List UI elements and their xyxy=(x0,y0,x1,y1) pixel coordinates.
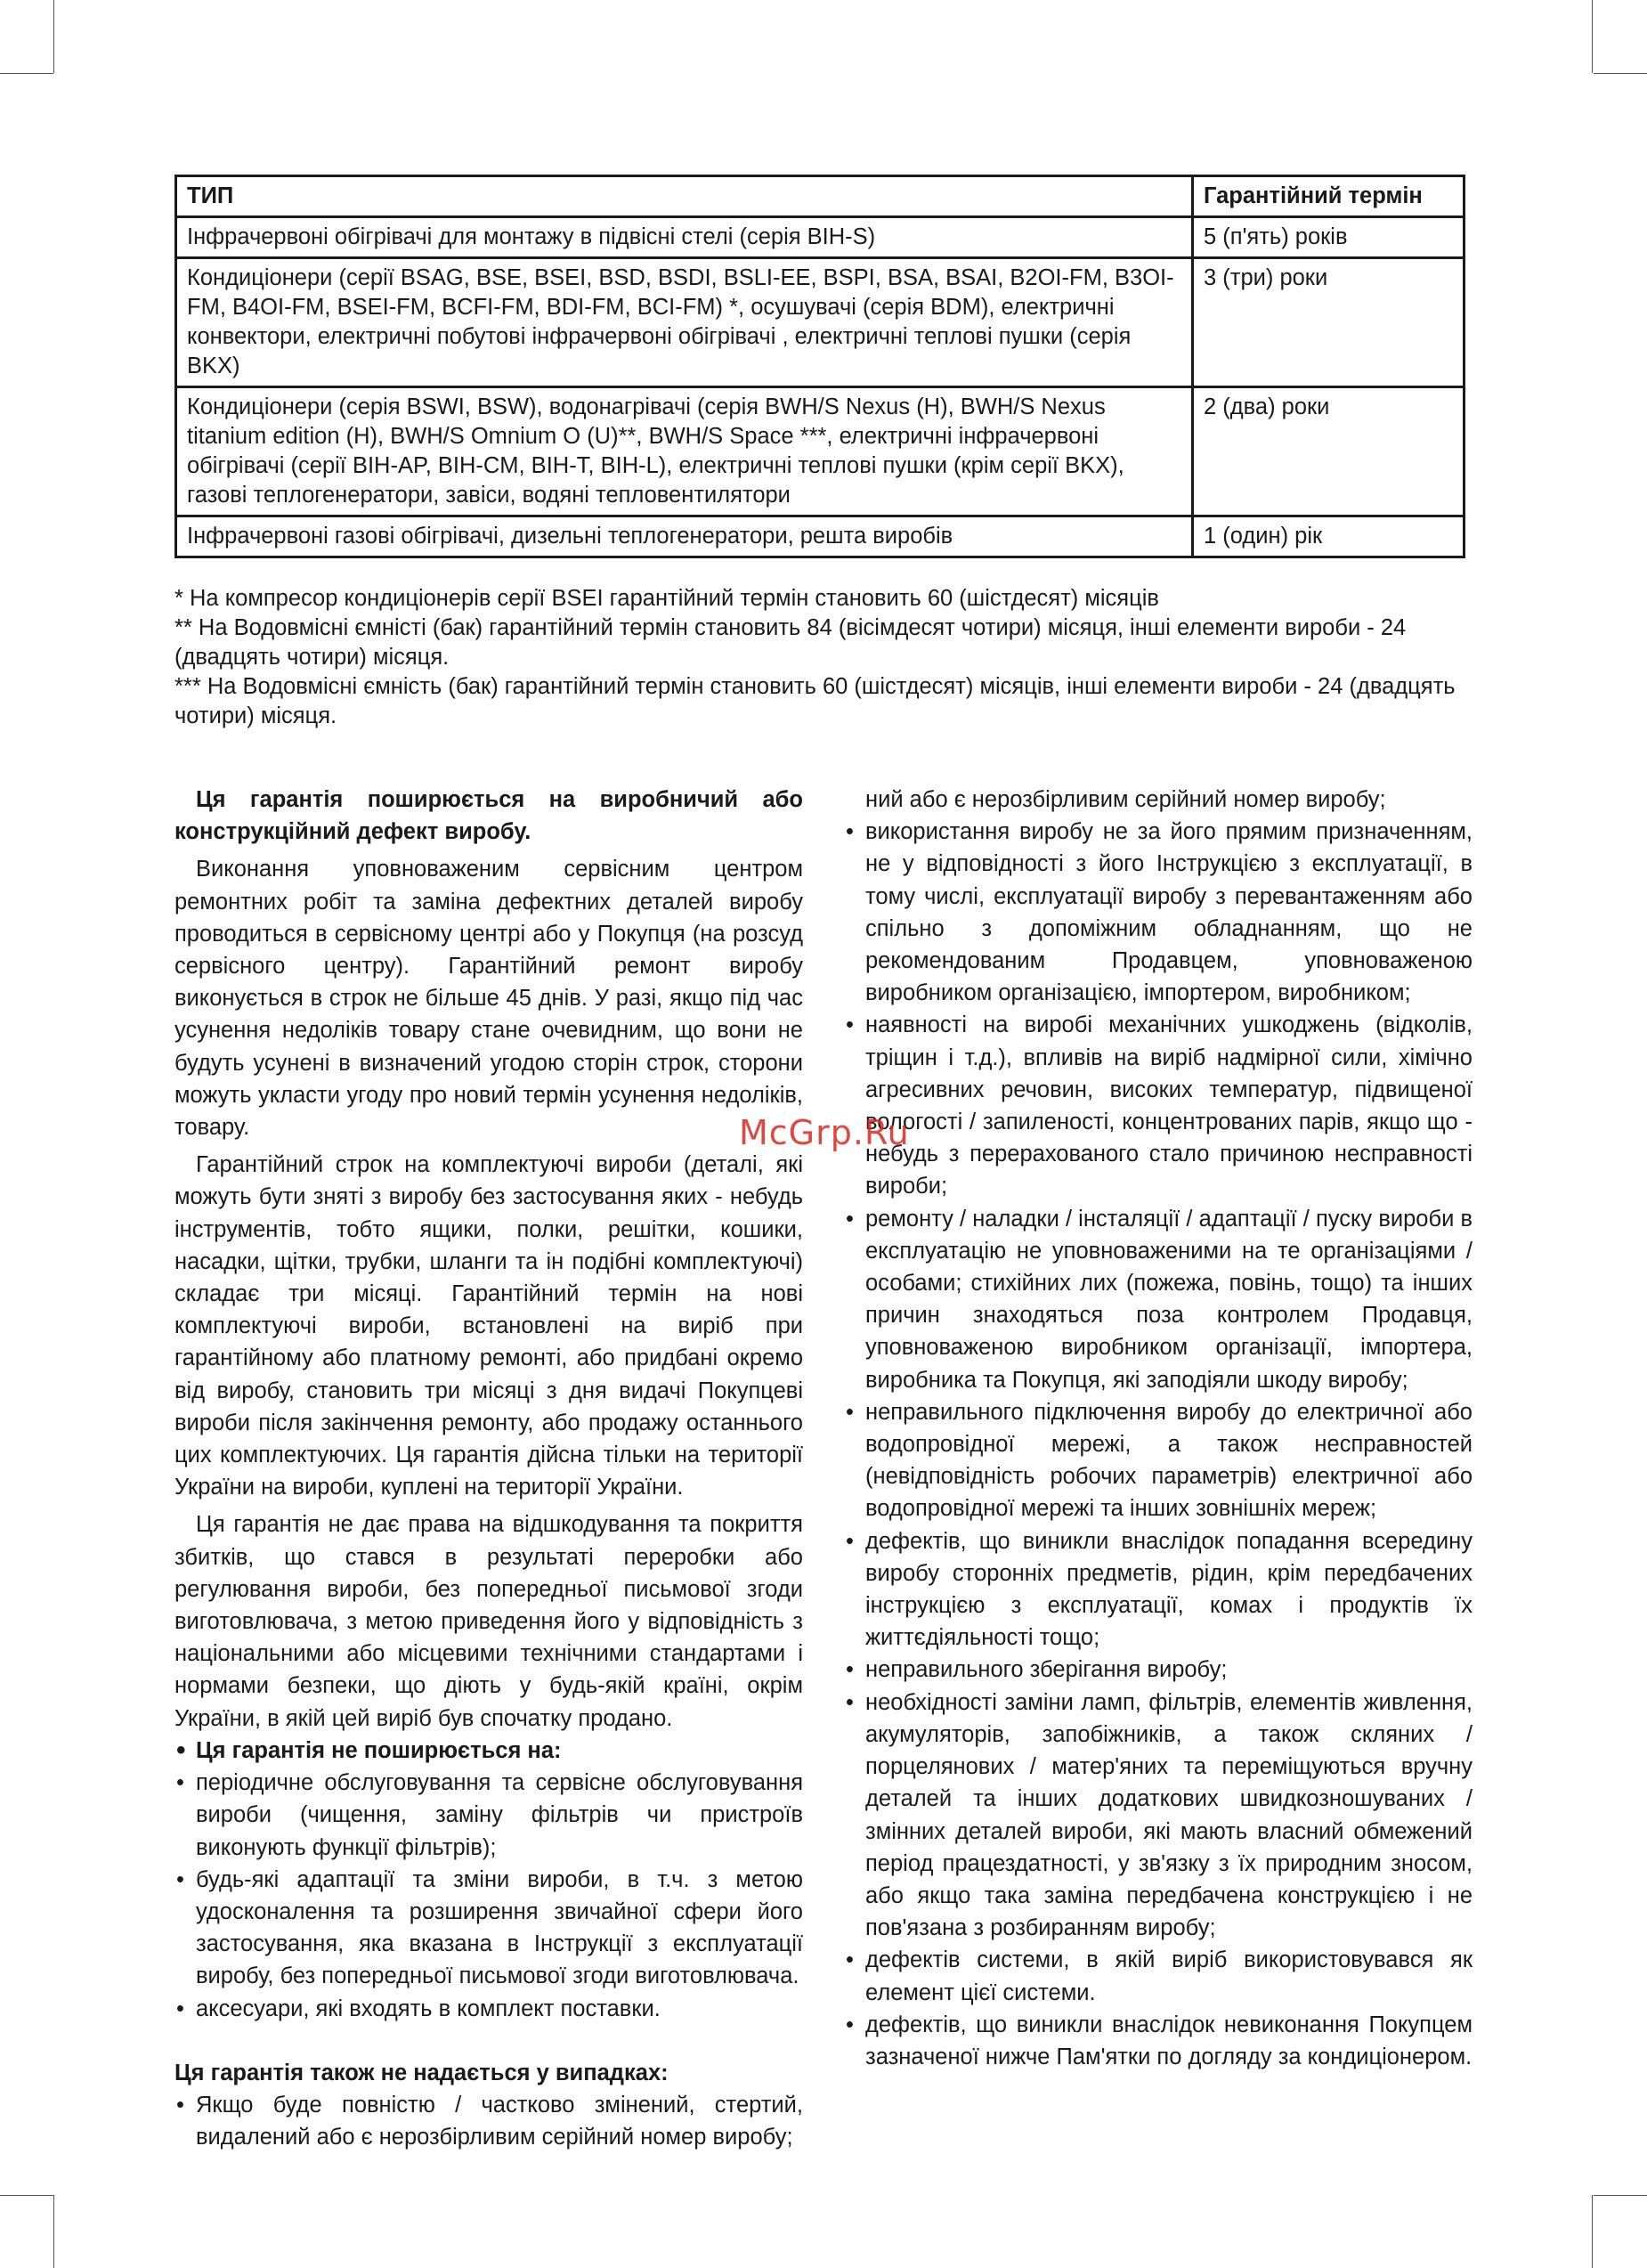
paragraph: Ця гарантія не дає права на відшкодування та покриття збитків, що стався в результаті переробки або регулювання вироби, без попередньої письмової згоди виготовлювача, з метою приведення його у відповідність з національними або місцевими технічними стандартами і нормами безпеки, що діють у будь-якій країні, окрім України, в якій цей виріб був спочатку продано. xyxy=(174,1512,803,1731)
crop-mark xyxy=(1594,73,1647,74)
list-item: • дефектів, що виникли внаслідок невиконання Покупцем зазначеної нижче Пам'ятки по догляду за кондиціонером. xyxy=(844,2009,1473,2073)
cases-first-item: • Якщо буде повністю / частково змінений, стертий, видалений або є нерозбірливим серійний номер виробу; xyxy=(196,2092,803,2150)
table-row xyxy=(176,516,1464,557)
crop-mark xyxy=(1592,2195,1593,2268)
row-term: 2 (два) роки xyxy=(1193,387,1464,516)
footnotes xyxy=(174,584,1465,731)
not-covered-heading: • Ця гарантія не поширюється на: xyxy=(174,1735,803,1767)
row-type: Кондиціонери (серії BSAG, BSE, BSEI, BSD, BSDI, BSLI-EE, BSPI, BSA, BSAI, B2OI-FM, B3OI-FM, B4OI-FM, BSEI-FM, BCFI-FM, BDI-FM, BCI-FM) *, осушувачі (серія BDM), електричні конвектори, електричні побутові інфрачервоні обігрівачі , електричні теплові пушки (серія BKX) xyxy=(176,258,1193,387)
warranty-table xyxy=(174,175,1465,558)
list-item: • періодичне обслуговування та сервісне обслуговування вироби (чищення, заміну фільтрів чи пристроїв виконують функції фільтрів); xyxy=(174,1767,803,1864)
watermark: McGrp.Ru xyxy=(739,1113,910,1152)
paragraph: Гарантійний строк на комплектуючі вироби (деталі, які можуть бути зняті з виробу без застосування яких - небудь інструментів, тобто ящики, полки, решітки, кошики, насадки, щітки, трубки, шланги та ін подібні комплектуючі) складає три місяці. Гарантійний термін на нові комплектуючі вироби, встановлені на виріб при гарантійному або платному ремонті, або придбані окремо від виробу, становить три місяці з дня видачі Покупцеві вироби після закінчення ремонту, або продажу останнього цих комплектуючих. Ця гарантія дійсна тільки на території України на вироби, куплені на території України. xyxy=(174,1152,803,1500)
intro-heading: Ця гарантія поширюється на виробничий або конструкційний дефект виробу. xyxy=(174,787,803,845)
list-item: • наявності на виробі механічних ушкоджень (відколів, тріщин і т.д.), впливів на виріб надмірної сили, хімічно агресивних речовин, високих температур, підвищеної вологості / запиленості, концентрованих парів, якщо що - небудь з перерахованого стало причиною несправності вироби; xyxy=(844,1009,1473,1202)
row-term: 5 (п'ять) років xyxy=(1193,217,1464,258)
footnote: ** На Водовмісні ємністі (бак) гарантійний термін становить 84 (вісімдесят чотири) місяця, інші елементи вироби - 24 (двадцять чотири) місяця. xyxy=(174,615,1407,670)
list-item: • необхідності заміни ламп, фільтрів, елементів живлення, акумуляторів, запобіжників, а також скляних / порцелянових / матер'яних та переміщуються вручну деталей та інших додаткових швидкозношуваних / змінних деталей вироби, які мають власний обмежений період працездатності, у зв'язку з їх природним зносом, або якщо така заміна передбачена конструкцією і не пов'язана з розбиранням виробу; xyxy=(844,1687,1473,1945)
footnote: * На компресор кондиціонерів серії BSEI гарантійний термін становить 60 (шістдесят) місяців xyxy=(174,586,1159,611)
crop-mark xyxy=(0,2195,53,2196)
row-type: Інфрачервоні газові обігрівачі, дизельні теплогенератори, решта виробів xyxy=(176,516,1193,557)
crop-mark xyxy=(0,73,53,74)
header-term: Гарантійний термін xyxy=(1193,176,1464,217)
table-header-row xyxy=(176,176,1464,217)
list-item: • дефектів системи, в якій виріб використовувався як елемент цієї системи. xyxy=(844,1944,1473,2008)
list-item: • неправильного підключення виробу до електричної або водопровідної мережі, а також несправностей (невідповідність робочих параметрів) електричної або водопровідної мережі та інших зовнішніх мереж; xyxy=(844,1396,1473,1525)
header-type: ТИП xyxy=(176,176,1193,217)
crop-mark xyxy=(53,2195,54,2268)
table-row xyxy=(176,217,1464,258)
list-item: • дефектів, що виникли внаслідок попадання всередину виробу сторонніх предметів, рідин, крім передбачених інструкцією з експлуатації, комах і продуктів їх життєдіяльності тощо; xyxy=(844,1525,1473,1654)
crop-mark xyxy=(53,0,54,73)
row-term: 3 (три) роки xyxy=(1193,258,1464,387)
cases-heading: Ця гарантія також не надається у випадках: xyxy=(174,2060,669,2085)
cases-list xyxy=(844,816,1473,2073)
list-item: • неправильного зберігання виробу; xyxy=(844,1654,1473,1686)
list-item: • аксесуари, які входять в комплект поставки. xyxy=(174,1993,803,2025)
footnote: *** На Водовмісні ємність (бак) гарантійний термін становить 60 (шістдесят) місяців, інші елементи вироби - 24 (двадцять чотири) місяця. xyxy=(174,674,1456,728)
table-row xyxy=(176,387,1464,516)
list-item: • будь-які адаптації та зміни вироби, в т.ч. з метою удосконалення та розширення звичайної сфери його застосування, яка вказана в Інструкції з експлуатації виробу, без попередньої письмової згоди виготовлювача. xyxy=(174,1864,803,1993)
crop-mark xyxy=(1592,0,1593,73)
list-item-continuation: ний або є нерозбірливим серійний номер виробу; xyxy=(865,787,1386,812)
crop-mark xyxy=(1594,2195,1647,2196)
left-column xyxy=(174,784,803,2150)
right-column xyxy=(844,784,1473,2073)
row-type: Інфрачервоні обігрівачі для монтажу в підвісні стелі (серія BIH-S) xyxy=(176,217,1193,258)
table-row xyxy=(176,258,1464,387)
paragraph: Виконання уповноваженим сервісним центром ремонтних робіт та заміна дефектних деталей виробу проводиться в сервісному центрі або у Покупця (на розсуд сервісного центру). Гарантійний ремонт виробу виконується в строк не більше 45 днів. У разі, якщо під час усунення недоліків товару стане очевидним, що вони не будуть усунені в визначений угодою сторін строк, сторони можуть укласти угоду про новий термін усунення недоліків, товару. xyxy=(174,857,803,1141)
list-item xyxy=(174,2089,803,2150)
list-item: • ремонту / наладки / інсталяції / адаптації / пуску вироби в експлуатацію не уповноваженими на те організаціями / особами; стихійних лих (пожежа, повінь, тощо) та інших причин знаходяться поза контролем Продавця, уповноваженою виробником організації, імпортера, виробника та Покупця, які заподіяли шкоду виробу; xyxy=(844,1203,1473,1396)
row-type: Кондиціонери (серія BSWI, BSW), водонагрівачі (серія BWH/S Nexus (H), BWH/S Nexus titanium edition (H), BWH/S Omnium O (U)**, BWH/S Space ***, електричні інфрачервоні обігрівачі (серії BIH-AP, BIH-CM, BIH-T, BIH-L), електричні теплові пушки (крім серії BKX), газові теплогенератори, завіси, водяні тепловентилятори xyxy=(176,387,1193,516)
cases-list-start xyxy=(174,2089,803,2150)
not-covered-list xyxy=(174,1735,803,2025)
row-term: 1 (один) рік xyxy=(1193,516,1464,557)
list-item: • використання виробу не за його прямим призначенням, не у відповідності з його Інструкцією з експлуатації, в тому числі, експлуатації виробу з перевантаженням або спільно з допоміжним обладнанням, що не рекомендованим Продавцем, уповноваженою виробником організацією, імпортером, виробником; xyxy=(844,816,1473,1009)
